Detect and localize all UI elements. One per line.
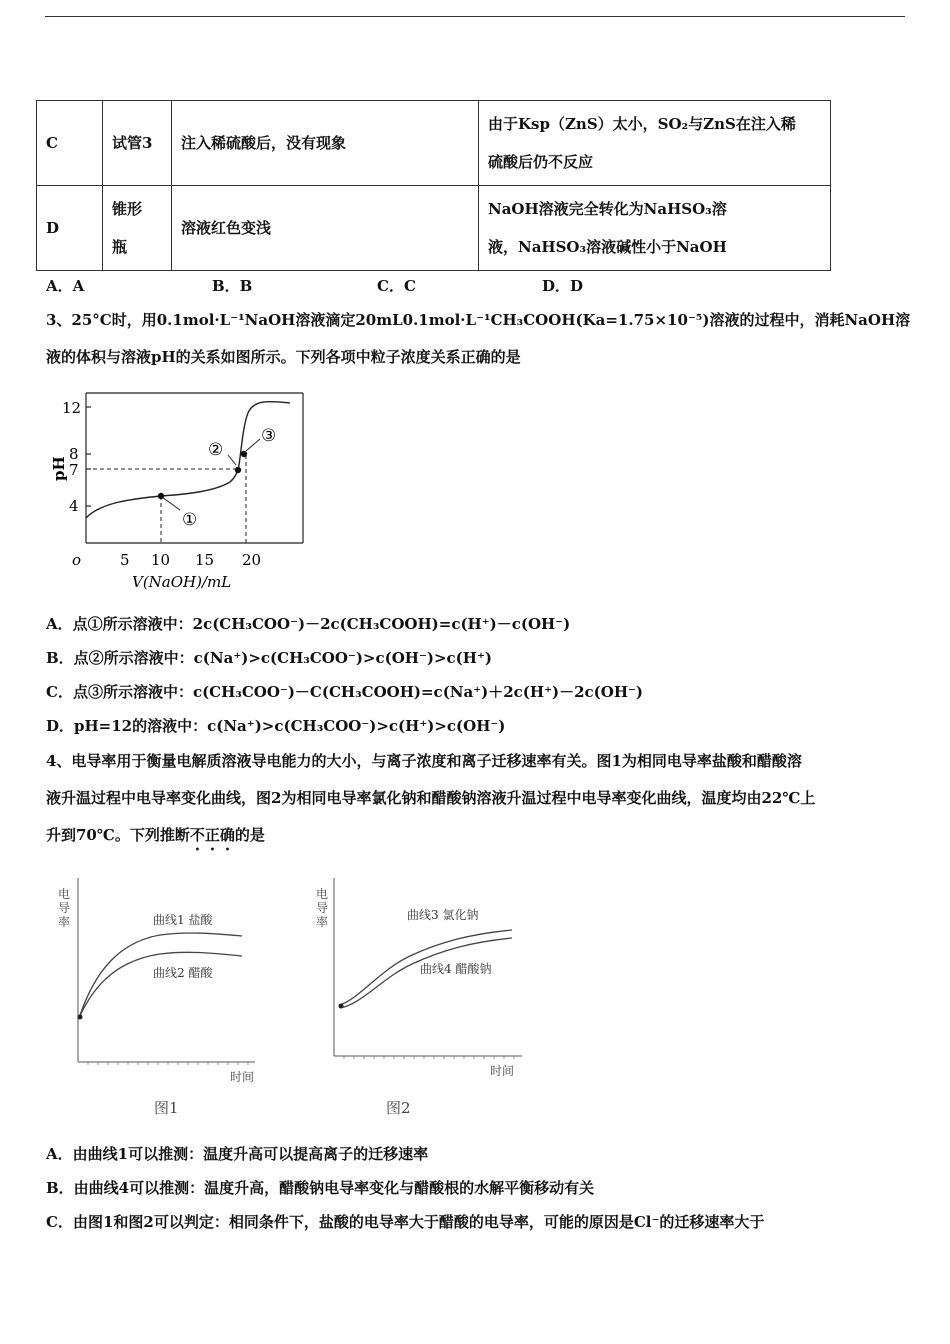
figure-1-chart	[50, 870, 270, 1120]
curve-2-acetic	[79, 952, 242, 1018]
y-axis-label-2: 导	[316, 901, 329, 915]
x-axis-label: 时间	[230, 1070, 255, 1084]
x-tick-label-0: o	[72, 551, 82, 569]
q4-option-b: B．由曲线4可以推测：温度升高，醋酸钠电导率变化与醋酸根的水解平衡移动有关	[46, 1179, 595, 1197]
leader-3	[246, 439, 260, 451]
explanation-cell	[479, 101, 831, 186]
y-axis-label: pH	[50, 456, 68, 481]
q3-stem-line-1: 3、25°C时，用0.1mol·L⁻¹NaOH溶液滴定20mL0.1mol·L⁻¹CH₃COOH(Ka=1.75×10⁻⁵)溶液的过程中，消耗NaOH溶	[46, 311, 911, 329]
x-axis-label: 时间	[490, 1064, 515, 1078]
titration-curve	[86, 402, 290, 518]
apparatus-line-1: 锥形	[112, 200, 143, 218]
apparatus-cell	[103, 186, 172, 271]
option-a: A．A	[46, 277, 85, 295]
leader-2	[228, 455, 236, 465]
y-tick-label-12: 12	[62, 399, 82, 417]
q4-stem-emphasis: 不正确	[189, 826, 235, 844]
phenomenon-text: 注入稀硫酸后，没有现象	[181, 134, 347, 152]
q4-stem-line-1: 4、电导率用于衡量电解质溶液导电能力的大小，与离子浓度和离子迁移速率有关。图1为相同电导率盐酸和醋酸溶	[46, 752, 802, 770]
explanation-line-1: 由于Ksp（ZnS）太小，SO₂与ZnS在注入稀	[488, 115, 796, 133]
y-tick-label-8: 8	[69, 445, 79, 463]
curve-4-label: 曲线4 醋酸钠	[420, 962, 492, 976]
row-label: D	[37, 186, 103, 271]
y-axis-label-3: 率	[58, 915, 71, 929]
phenomenon-text: 溶液红色变浅	[181, 219, 272, 237]
phenomenon-cell	[172, 101, 479, 186]
q3-stem-line-2: 液的体积与溶液pH的关系如图所示。下列各项中粒子浓度关系正确的是	[46, 348, 521, 366]
x-tick-label-15: 15	[195, 551, 215, 569]
y-axis-label-2: 导	[58, 901, 71, 915]
q3-option-d: D．pH=12的溶液中：c(Na⁺)>c(CH₃COO⁻)>c(H⁺)>c(OH⁻)	[46, 717, 506, 735]
y-tick-label-7: 7	[69, 461, 79, 479]
q3-option-a: A．点①所示溶液中：2c(CH₃COO⁻)－2c(CH₃COOH)=c(H⁺)－c(OH⁻)	[46, 615, 571, 633]
q4-stem-line-2: 液升温过程中电导率变化曲线，图2为相同电导率氯化钠和醋酸钠溶液升温过程中电导率变化曲线，温度均由22℃上	[46, 789, 816, 807]
explanation-line-1: NaOH溶液完全转化为NaHSO₃溶	[488, 200, 727, 218]
q4-stem-pre: 升到70℃。下列推断	[46, 826, 190, 844]
explanation-line-2: 硫酸后仍不反应	[488, 153, 594, 171]
q2-options	[46, 275, 583, 296]
leader-1	[162, 497, 180, 510]
option-b: B．B	[212, 277, 253, 295]
y-axis-label-3: 率	[316, 915, 329, 929]
start-point	[339, 1004, 344, 1009]
q4-stem-post: 的是	[234, 826, 265, 844]
answer-table	[36, 100, 831, 271]
x-tick-label-20: 20	[242, 551, 262, 569]
annotation-1: ①	[182, 510, 198, 530]
q3-option-b: B．点②所示溶液中：c(Na⁺)>c(CH₃COO⁻)>c(OH⁻)>c(H⁺)	[46, 649, 492, 667]
annotation-2: ②	[208, 440, 224, 460]
row-label: C	[37, 101, 103, 186]
x-tick-label-5: 5	[120, 551, 130, 569]
table-row-c	[37, 101, 831, 186]
annotation-3: ③	[261, 426, 277, 446]
y-tick-label-4: 4	[69, 497, 79, 515]
figure-1-caption: 图1	[154, 1099, 179, 1117]
x-axis-label: V(NaOH)/mL	[132, 573, 232, 591]
y-axis-label-1: 电	[316, 887, 329, 901]
apparatus-cell: 试管3	[103, 101, 172, 186]
phenomenon-cell	[172, 186, 479, 271]
x-tick-label-10: 10	[151, 551, 171, 569]
apparatus-line-2: 瓶	[112, 238, 128, 256]
start-point	[78, 1015, 83, 1020]
point-3	[241, 451, 247, 457]
q4-option-a: A．由曲线1可以推测：温度升高可以提高离子的迁移速率	[46, 1145, 429, 1163]
explanation-cell	[479, 186, 831, 271]
y-axis-label-1: 电	[58, 887, 71, 901]
point-2	[235, 467, 241, 473]
q4-option-c: C．由图1和图2可以判定：相同条件下，盐酸的电导率大于醋酸的电导率，可能的原因是Cl⁻的迁移速率大于	[46, 1213, 765, 1231]
q3-option-c: C．点③所示溶液中：c(CH₃COO⁻)－C(CH₃COOH)=c(Na⁺)＋2c(H⁺)－2c(OH⁻)	[46, 683, 644, 701]
curve-2-label: 曲线2 醋酸	[153, 966, 213, 980]
figure-2-chart	[310, 870, 530, 1120]
option-c: C．C	[377, 277, 416, 295]
curve-1-label: 曲线1 盐酸	[153, 913, 213, 927]
explanation-line-2: 液，NaHSO₃溶液碱性小于NaOH	[488, 238, 727, 256]
option-d: D．D	[542, 277, 584, 295]
curve-3-label: 曲线3 氯化钠	[407, 908, 479, 922]
titration-chart	[40, 385, 330, 595]
figure-2-caption: 图2	[386, 1099, 411, 1117]
table-row-d	[37, 186, 831, 271]
q4-stem-line-3	[46, 824, 265, 854]
header-rule	[45, 16, 905, 17]
